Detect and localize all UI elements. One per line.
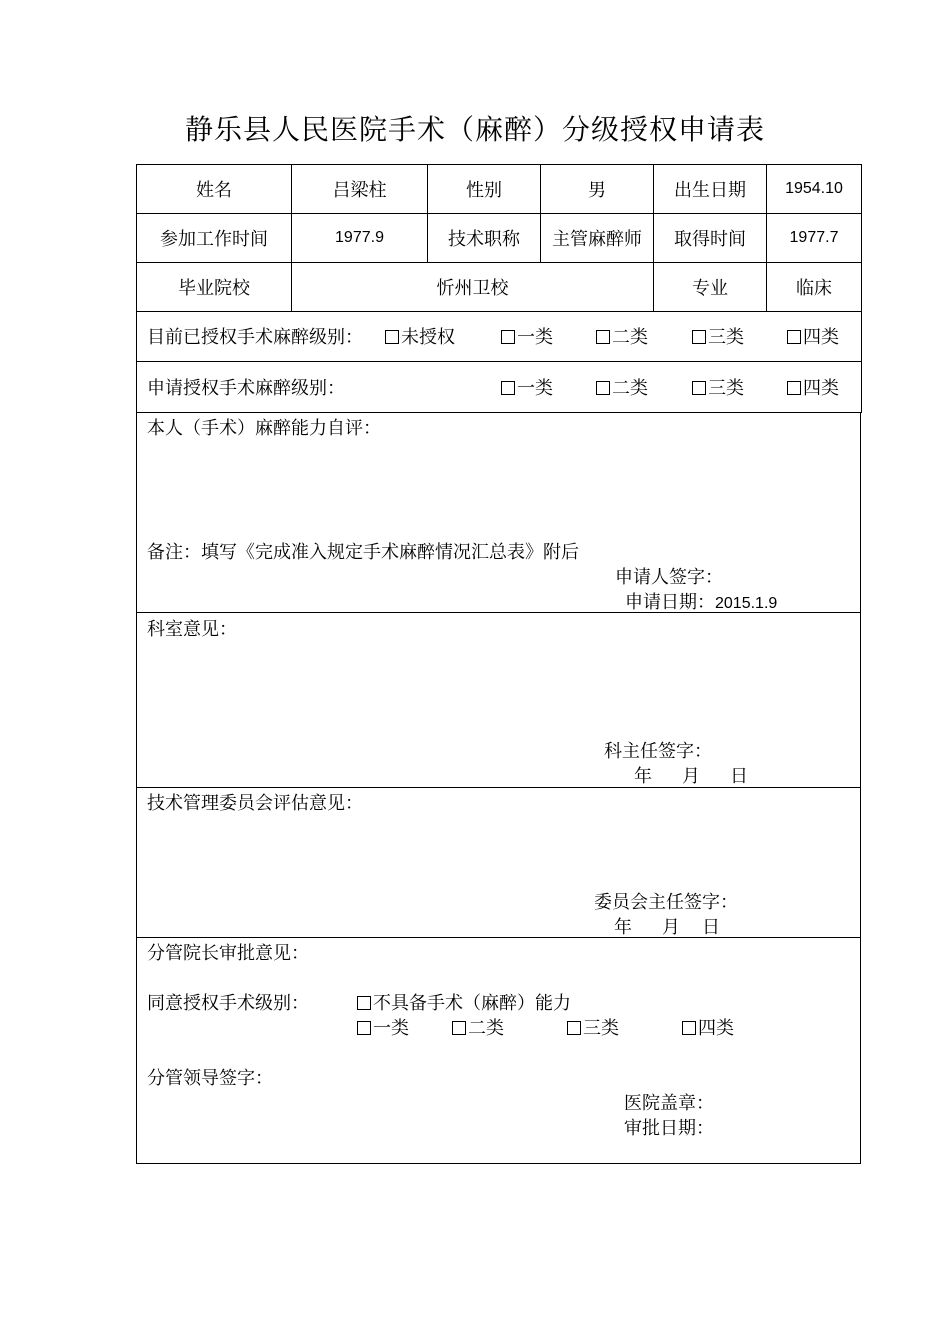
checkbox-icon <box>501 330 515 344</box>
checkbox-icon <box>596 381 610 395</box>
checkbox-icon <box>682 1021 696 1035</box>
major-label: 专业 <box>654 263 767 312</box>
committee-month: 月 <box>662 917 680 938</box>
checkbox-icon <box>596 330 610 344</box>
checkbox-icon <box>692 381 706 395</box>
dept-head-signature-label: 科主任签字： <box>604 741 712 762</box>
grant-option-class-2[interactable]: 二类 <box>452 1014 504 1040</box>
apply-level-row <box>137 362 862 413</box>
apply-option-class-3[interactable]: 三类 <box>692 374 744 400</box>
form-title: 静乐县人民医院手术（麻醉）分级授权申请表 <box>184 113 765 146</box>
checkbox-icon <box>787 330 801 344</box>
current-option-class-4[interactable]: 四类 <box>787 323 839 349</box>
current-level-label: 目前已授权手术麻醉级别： <box>147 327 363 348</box>
work-start-label: 参加工作时间 <box>137 214 292 263</box>
grant-option-class-3[interactable]: 三类 <box>567 1014 619 1040</box>
dept-month: 月 <box>682 766 700 787</box>
committee-chair-signature-label: 委员会主任签字： <box>594 892 738 913</box>
name-label: 姓名 <box>137 165 292 214</box>
apply-option-class-1[interactable]: 一类 <box>501 374 553 400</box>
checkbox-icon <box>385 330 399 344</box>
grant-option-no-capability[interactable]: 不具备手术（麻醉）能力 <box>357 989 571 1015</box>
school-value: 忻州卫校 <box>292 263 654 312</box>
personal-info-table <box>136 164 862 413</box>
birth-value: 1954.10 <box>767 165 862 214</box>
apply-option-class-2[interactable]: 二类 <box>596 374 648 400</box>
grant-option-class-1[interactable]: 一类 <box>357 1014 409 1040</box>
checkbox-icon <box>692 330 706 344</box>
tech-title-label: 技术职称 <box>428 214 541 263</box>
dept-year: 年 <box>634 766 652 787</box>
gender-label: 性别 <box>428 165 541 214</box>
name-value: 吕梁柱 <box>292 165 428 214</box>
grant-option-class-4[interactable]: 四类 <box>682 1014 734 1040</box>
current-option-class-1[interactable]: 一类 <box>501 323 553 349</box>
apply-level-label: 申请授权手术麻醉级别： <box>147 378 345 399</box>
birth-label: 出生日期 <box>654 165 767 214</box>
department-opinion-section <box>136 613 861 788</box>
dept-day: 日 <box>730 766 748 787</box>
checkbox-icon <box>357 996 371 1010</box>
apply-option-class-4[interactable]: 四类 <box>787 374 839 400</box>
work-start-value: 1977.9 <box>292 214 428 263</box>
current-option-unauthorized[interactable]: 未授权 <box>385 323 455 349</box>
committee-opinion-section <box>136 788 861 938</box>
committee-year: 年 <box>614 917 632 938</box>
current-option-class-2[interactable]: 二类 <box>596 323 648 349</box>
committee-day: 日 <box>702 917 720 938</box>
gender-value: 男 <box>541 165 654 214</box>
approval-date-label: 审批日期： <box>624 1118 714 1139</box>
grant-level-label: 同意授权手术级别： <box>147 993 309 1014</box>
obtain-time-value: 1977.7 <box>767 214 862 263</box>
applicant-signature-label: 申请人签字： <box>615 567 723 588</box>
tech-title-value: 主管麻醉师 <box>541 214 654 263</box>
major-value: 临床 <box>767 263 862 312</box>
checkbox-icon <box>567 1021 581 1035</box>
checkbox-icon <box>357 1021 371 1035</box>
checkbox-icon <box>501 381 515 395</box>
school-label: 毕业院校 <box>137 263 292 312</box>
checkbox-icon <box>787 381 801 395</box>
committee-opinion-label: 技术管理委员会评估意见： <box>147 793 363 814</box>
dept-opinion-label: 科室意见： <box>147 619 237 640</box>
hospital-stamp-label: 医院盖章： <box>624 1093 714 1114</box>
current-option-class-3[interactable]: 三类 <box>692 323 744 349</box>
self-evaluation-section <box>136 412 861 613</box>
approval-section <box>136 938 861 1164</box>
current-level-row <box>137 312 862 362</box>
checkbox-icon <box>452 1021 466 1035</box>
leader-signature-label: 分管领导签字： <box>147 1068 273 1089</box>
application-date: 申请日期：2015.1.9 <box>625 592 778 613</box>
self-eval-label: 本人（手术）麻醉能力自评： <box>147 418 381 439</box>
approval-opinion-label: 分管院长审批意见： <box>147 943 309 964</box>
obtain-time-label: 取得时间 <box>654 214 767 263</box>
self-eval-note: 备注：填写《完成准入规定手术麻醉情况汇总表》附后 <box>147 542 579 563</box>
application-date-value: 2015.1.9 <box>715 595 778 612</box>
